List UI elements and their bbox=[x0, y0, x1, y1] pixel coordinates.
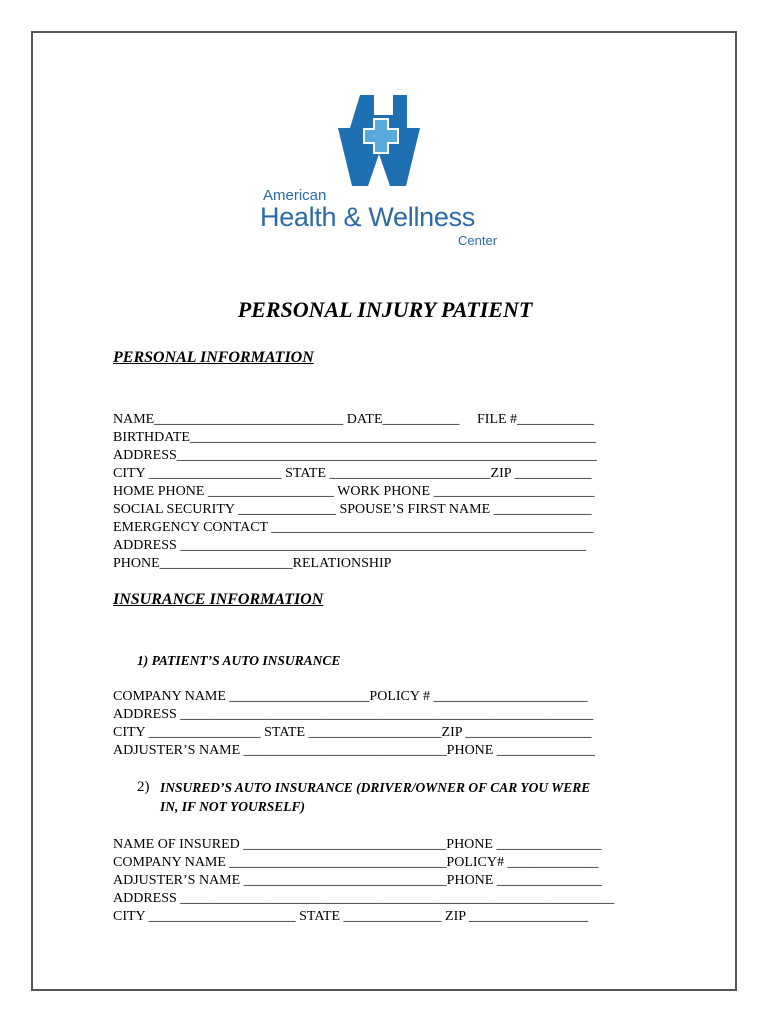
form-line-name-date-file[interactable]: NAME___________________________ DATE___________ FILE #___________ bbox=[113, 412, 595, 427]
personal-information-heading: PERSONAL INFORMATION bbox=[113, 349, 314, 366]
form-line-birthdate[interactable]: BIRTHDATE__________________________________________________________ bbox=[113, 430, 596, 445]
logo-text-center: Center bbox=[458, 233, 498, 248]
patient-auto-insurance-heading: 1) PATIENT’S AUTO INSURANCE bbox=[137, 653, 341, 668]
document-title: PERSONAL INJURY PATIENT bbox=[237, 297, 533, 322]
logo-text-health-wellness: Health & Wellness bbox=[260, 202, 476, 232]
insurance-information-heading: INSURANCE INFORMATION bbox=[113, 591, 324, 608]
form-line-emergency-contact[interactable]: EMERGENCY CONTACT ______________________________________________ bbox=[113, 520, 594, 535]
form-line-company-policy[interactable]: COMPANY NAME _______________________________POLICY# _____________ bbox=[113, 855, 599, 870]
form-line-adjuster-phone[interactable]: ADJUSTER’S NAME _____________________________PHONE _______________ bbox=[113, 873, 602, 888]
form-line-address[interactable]: ADDRESS ___________________________________________________________ bbox=[113, 707, 594, 722]
logo bbox=[236, 90, 526, 255]
form-line-insured-name-phone[interactable]: NAME OF INSURED _____________________________PHONE _______________ bbox=[113, 837, 602, 852]
form-line-city-state-zip[interactable]: CITY _____________________ STATE ______________ ZIP _________________ bbox=[113, 909, 589, 924]
form-line-city-state-zip[interactable]: CITY ___________________ STATE _______________________ZIP ___________ bbox=[113, 466, 592, 481]
form-line-address[interactable]: ADDRESS____________________________________________________________ bbox=[113, 448, 597, 463]
form-line-city-state-zip[interactable]: CITY ________________ STATE ___________________ZIP __________________ bbox=[113, 725, 592, 740]
form-line-phone-relationship[interactable]: PHONE___________________RELATIONSHIP bbox=[113, 556, 392, 571]
logo-hw-mark-icon bbox=[236, 90, 526, 190]
form-line-company-policy[interactable]: COMPANY NAME ____________________POLICY # ______________________ bbox=[113, 689, 588, 704]
insured-auto-insurance-heading-cont: IN, IF NOT YOURSELF) bbox=[160, 799, 306, 814]
logo-text-american: American bbox=[263, 187, 327, 204]
insured-auto-number: 2) bbox=[137, 779, 150, 795]
form-line-adjuster-phone[interactable]: ADJUSTER’S NAME _____________________________PHONE ______________ bbox=[113, 743, 595, 758]
form-line-home-work-phone[interactable]: HOME PHONE __________________ WORK PHONE _______________________ bbox=[113, 484, 595, 499]
form-line-ssn-spouse[interactable]: SOCIAL SECURITY ______________ SPOUSE’S FIRST NAME ______________ bbox=[113, 502, 592, 517]
form-line-address[interactable]: ADDRESS ______________________________________________________________ bbox=[113, 891, 615, 906]
insured-auto-insurance-heading: INSURED’S AUTO INSURANCE (DRIVER/OWNER OF CAR YOU WERE bbox=[160, 780, 591, 795]
form-line-emergency-address[interactable]: ADDRESS __________________________________________________________ bbox=[113, 538, 587, 553]
